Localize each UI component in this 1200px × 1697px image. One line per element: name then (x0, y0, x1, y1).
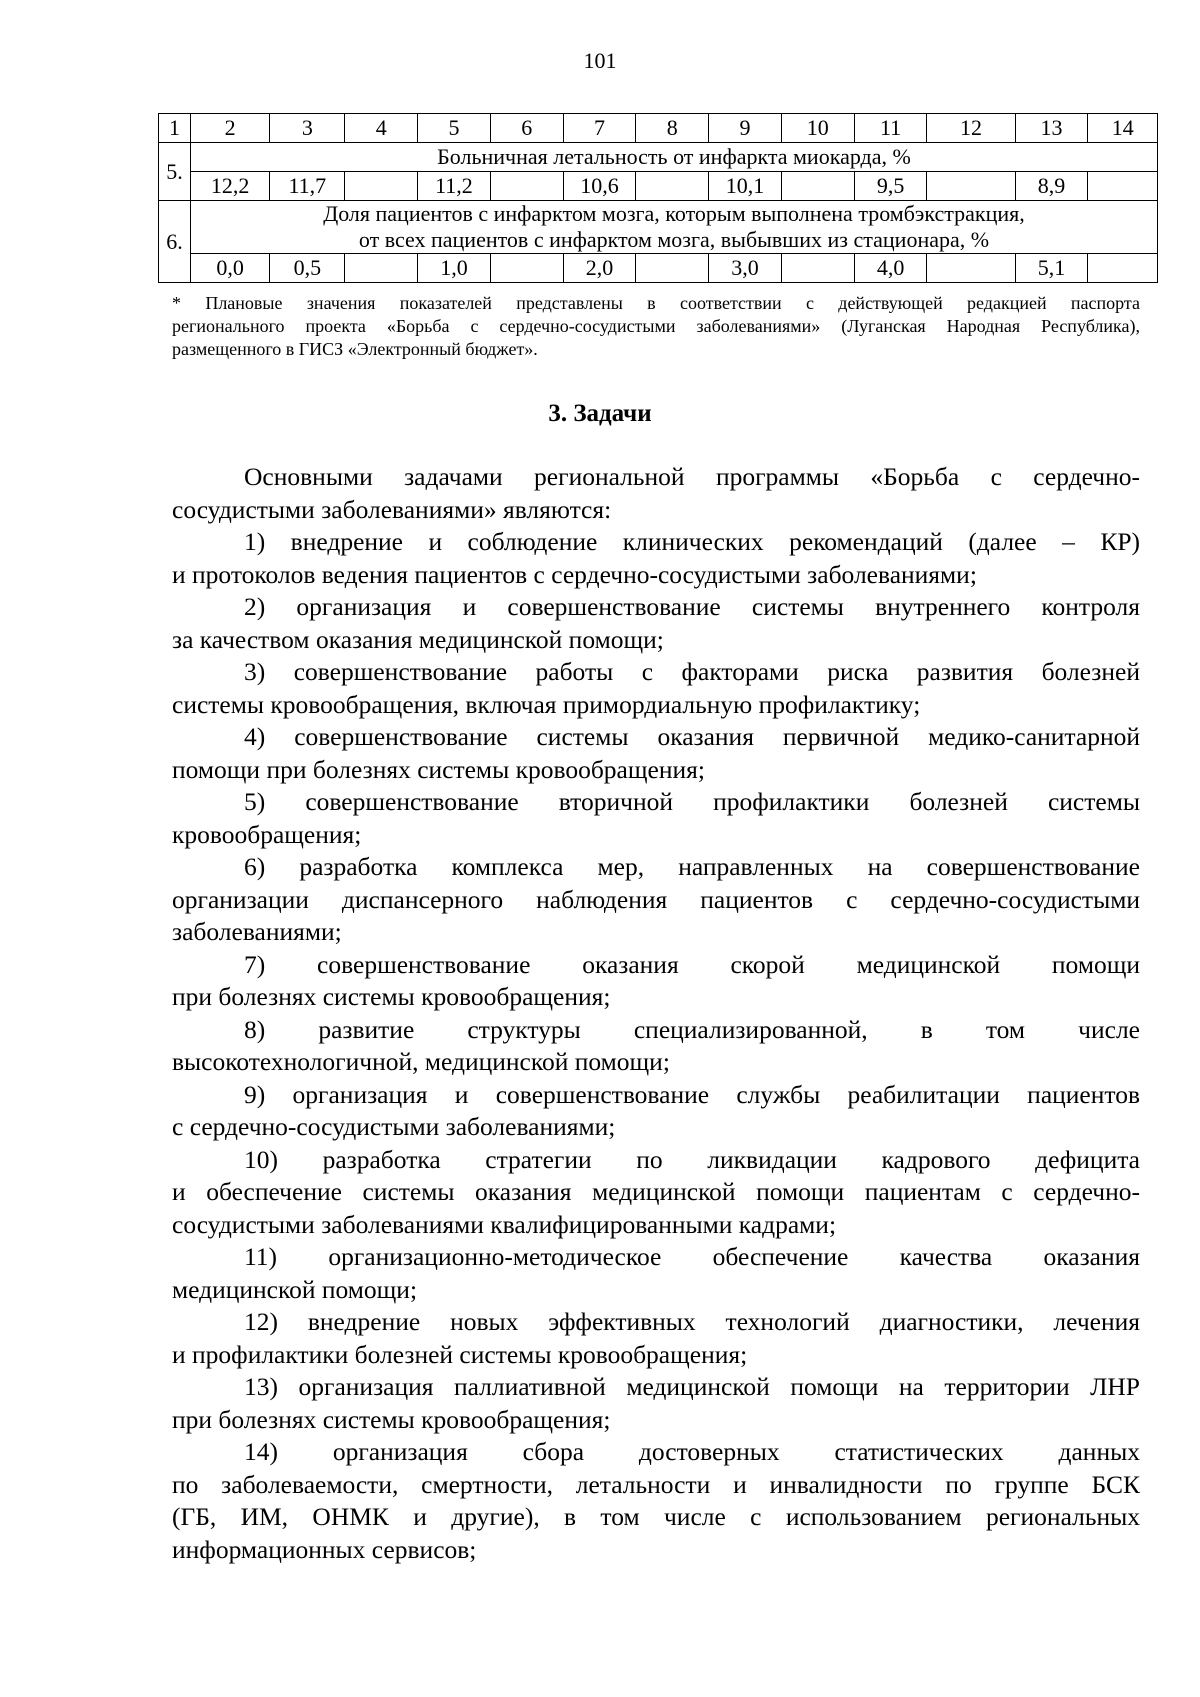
row-number: 6. (159, 201, 191, 283)
value-cell: 12,2 (190, 172, 269, 201)
paragraph-line: системы кровообращения, включая примордиальную профилактику; (172, 689, 921, 719)
paragraph-line: 5) совершенствование вторичной профилактики болезней системы (244, 787, 1140, 816)
paragraph-line: 8) развитие структуры специализированной, в том числе (244, 1014, 1140, 1044)
table-header-cell: 10 (781, 114, 854, 143)
task-paragraph (172, 949, 1140, 1014)
task-paragraph (172, 1144, 1140, 1242)
indicator-title-row (159, 201, 1158, 254)
table-header-cell: 14 (1088, 114, 1158, 143)
row-number: 5. (159, 143, 191, 201)
value-cell (636, 172, 709, 201)
task-paragraph (172, 461, 1140, 526)
table-header-cell: 7 (563, 114, 636, 143)
paragraph-line: кровообращения; (172, 819, 362, 849)
footnote-line: размещенного в ГИСЗ «Электронный бюджет». (172, 339, 538, 359)
value-cell (1088, 254, 1158, 283)
paragraph-line: высокотехнологичной, медицинской помощи; (172, 1047, 670, 1076)
table-header-cell: 12 (927, 114, 1015, 143)
table-header-cell: 5 (418, 114, 491, 143)
value-cell: 10,1 (709, 172, 782, 201)
paragraph-line: и профилактики болезней системы кровообращения; (172, 1339, 748, 1369)
paragraph-line: и обеспечение системы оказания медицинской помощи пациентам с сердечно- (172, 1177, 1140, 1206)
table-header-cell: 8 (636, 114, 709, 143)
paragraph-line: заболеваниями; (172, 917, 342, 946)
value-cell: 9,5 (854, 172, 927, 201)
body-text (172, 461, 1140, 1566)
task-paragraph (172, 1079, 1140, 1144)
table-header-cell: 9 (709, 114, 782, 143)
paragraph-line: по заболеваемости, смертности, летальности и инвалидности по группе БСК (172, 1469, 1140, 1499)
value-cell (490, 254, 563, 283)
paragraph-line: информационных сервисов; (172, 1534, 477, 1564)
paragraph-line: и протоколов ведения пациентов с сердечно-сосудистыми заболеваниями; (172, 559, 977, 589)
value-cell (927, 254, 1015, 283)
paragraph-line: сосудистыми заболеваниями» являются: (172, 494, 612, 524)
indicators-table (158, 113, 1158, 283)
indicator-title-line: Больничная летальность от инфаркта миокарда, % (437, 144, 911, 169)
paragraph-line: медицинской помощи; (172, 1274, 418, 1304)
paragraph-line: 13) организация паллиативной медицинской помощи на территории ЛНР (244, 1372, 1140, 1401)
indicator-title (190, 143, 1157, 172)
task-paragraph (172, 656, 1140, 721)
value-cell: 5,1 (1015, 254, 1088, 283)
table-header-row (159, 114, 1158, 143)
paragraph-line: 1) внедрение и соблюдение клинических рекомендаций (далее – КР) (244, 527, 1140, 556)
table-header-cell: 1 (159, 114, 191, 143)
indicator-title (190, 201, 1157, 254)
table-header-cell: 11 (854, 114, 927, 143)
value-cell: 4,0 (854, 254, 927, 283)
indicator-values-row (159, 254, 1158, 283)
value-cell (781, 254, 854, 283)
footnote-line: * Плановые значения показателей представлены в соответствии с действующей редакцией паспорта (172, 293, 1140, 313)
page-number: 101 (583, 48, 617, 73)
value-cell (781, 172, 854, 201)
indicator-title-row (159, 143, 1158, 172)
value-cell: 3,0 (709, 254, 782, 283)
task-paragraph (172, 1241, 1140, 1306)
task-paragraph (172, 1014, 1140, 1079)
value-cell: 11,2 (418, 172, 491, 201)
paragraph-line: 11) организационно-методическое обеспечение качества оказания (244, 1242, 1140, 1271)
paragraph-line: 12) внедрение новых эффективных технологий диагностики, лечения (244, 1307, 1140, 1336)
value-cell: 0,5 (270, 254, 345, 283)
task-paragraph (172, 1436, 1140, 1566)
footnote-line: регионального проекта «Борьба с сердечно-сосудистыми заболеваниями» (Луганская Народная Республика), (172, 316, 1140, 336)
paragraph-line: 3) совершенствование работы с факторами риска развития болезней (244, 657, 1140, 686)
value-cell: 2,0 (563, 254, 636, 283)
paragraph-line: Основными задачами региональной программы «Борьба с сердечно- (244, 462, 1140, 491)
task-paragraph (172, 591, 1140, 656)
value-cell (345, 172, 418, 201)
table-header-cell: 3 (270, 114, 345, 143)
paragraph-line: 6) разработка комплекса мер, направленных на совершенствование (244, 852, 1140, 881)
value-cell: 1,0 (418, 254, 491, 283)
value-cell: 11,7 (270, 172, 345, 201)
table-header-cell: 2 (190, 114, 269, 143)
paragraph-line: 4) совершенствование системы оказания первичной медико-санитарной (244, 722, 1140, 751)
paragraph-line: с сердечно-сосудистыми заболеваниями; (172, 1112, 616, 1141)
value-cell (636, 254, 709, 283)
paragraph-line: при болезнях системы кровообращения; (172, 1404, 611, 1434)
paragraph-line: помощи при болезнях системы кровообращения; (172, 754, 705, 784)
task-paragraph (172, 1371, 1140, 1436)
value-cell (1088, 172, 1158, 201)
section-title: 3. Задачи (548, 400, 652, 427)
table-header-cell: 13 (1015, 114, 1088, 143)
indicator-title-line: Доля пациентов с инфарктом мозга, которым выполнена тромбэкстракция, (323, 201, 1025, 226)
task-paragraph (172, 721, 1140, 786)
value-cell (345, 254, 418, 283)
value-cell (490, 172, 563, 201)
value-cell: 0,0 (190, 254, 269, 283)
paragraph-line: сосудистыми заболеваниями квалифицированными кадрами; (172, 1209, 837, 1239)
task-paragraph (172, 786, 1140, 851)
paragraph-line: (ГБ, ИМ, ОНМК и другие), в том числе с использованием региональных (172, 1502, 1140, 1531)
task-paragraph (172, 526, 1140, 591)
task-paragraph (172, 851, 1140, 949)
indicator-title-line: от всех пациентов с инфарктом мозга, выбывших из стационара, % (358, 227, 990, 252)
value-cell: 10,6 (563, 172, 636, 201)
paragraph-line: организации диспансерного наблюдения пациентов с сердечно-сосудистыми (172, 884, 1140, 914)
table-header-cell: 6 (490, 114, 563, 143)
footnote (172, 292, 1140, 361)
value-cell (927, 172, 1015, 201)
paragraph-line: за качеством оказания медицинской помощи; (172, 624, 664, 654)
paragraph-line: 7) совершенствование оказания скорой медицинской помощи (244, 949, 1140, 979)
paragraph-line: 10) разработка стратегии по ликвидации кадрового дефицита (244, 1144, 1140, 1174)
paragraph-line: при болезнях системы кровообращения; (172, 982, 611, 1011)
paragraph-line: 2) организация и совершенствование системы внутреннего контроля (244, 592, 1140, 621)
table-header-cell: 4 (345, 114, 418, 143)
paragraph-line: 9) организация и совершенствование службы реабилитации пациентов (244, 1079, 1140, 1109)
indicator-values-row (159, 172, 1158, 201)
value-cell: 8,9 (1015, 172, 1088, 201)
task-paragraph (172, 1306, 1140, 1371)
paragraph-line: 14) организация сбора достоверных статистических данных (244, 1437, 1140, 1466)
